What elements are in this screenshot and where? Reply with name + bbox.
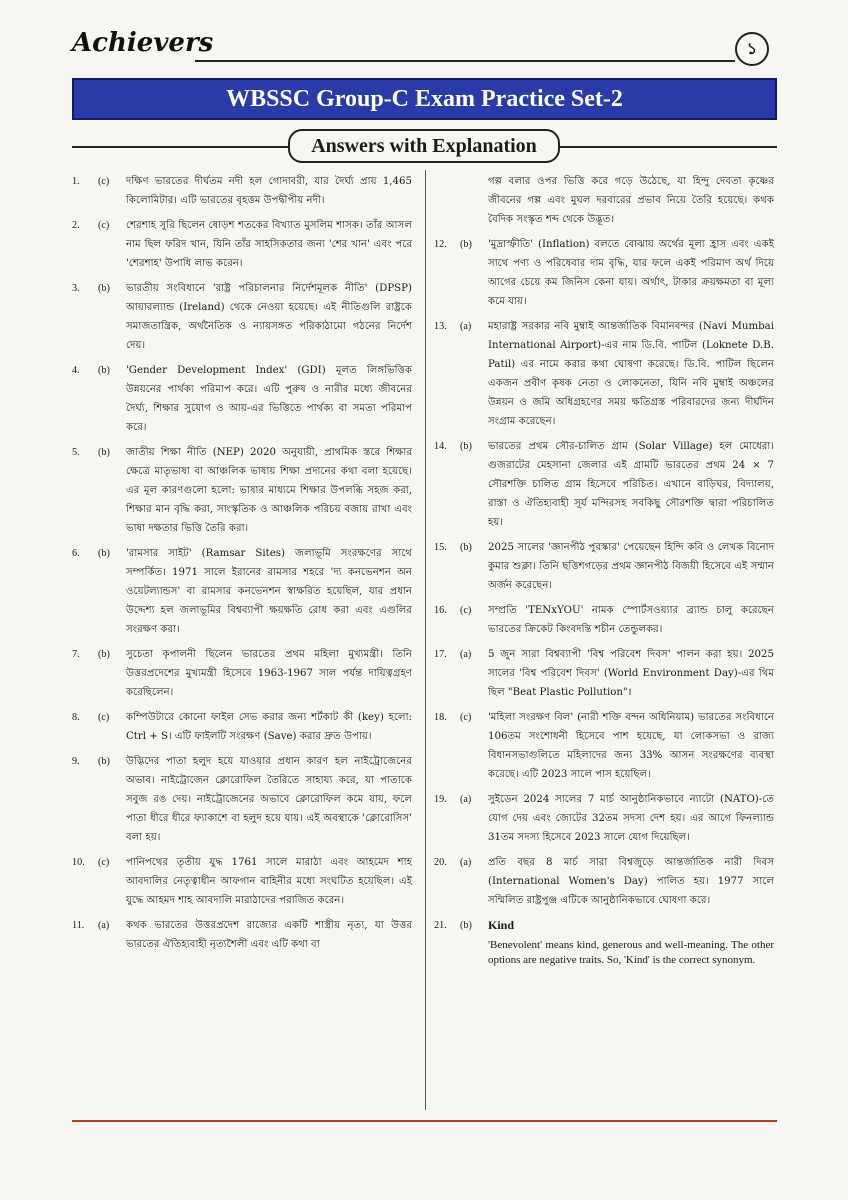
question-number: 9.: [72, 756, 80, 767]
answer-item: [72, 645, 412, 702]
answer-item: [72, 752, 412, 847]
answer-option: (b): [98, 649, 110, 660]
right-column: [434, 172, 774, 974]
footer-rule: [72, 1120, 777, 1122]
question-number: 16.: [434, 605, 447, 616]
question-number: 5.: [72, 447, 80, 458]
english-explanation: 'Benevolent' means kind, generous and well-meaning. The other options are negative traits. So, 'Kind' is the correct synonym.: [488, 939, 774, 966]
answer-option: (b): [98, 365, 110, 376]
explanation-text: দক্ষিণ ভারতের দীর্ঘতম নদী হল গোদাবরী, যার দৈর্ঘ্য প্রায় 1,465 কিলোমিটার। এটি ভারতের বৃহত্তম উপদ্বীপীয় নদী।: [126, 176, 412, 206]
question-number: 7.: [72, 649, 80, 660]
question-number: 19.: [434, 794, 447, 805]
page-title: WBSSC Group-C Exam Practice Set-2: [72, 78, 777, 120]
answer-option: (b): [460, 920, 472, 931]
question-number: 14.: [434, 441, 447, 452]
explanation-text: সুচেতা কৃপালনী ছিলেন ভারতের প্রথম মহিলা মুখ্যমন্ত্রী। তিনি উত্তরপ্রদেশের মুখ্যমন্ত্রী হিসেবে 1963-1967 সাল পর্যন্ত দায়িত্বগ্রহণ করেছিলেন।: [126, 649, 412, 698]
answer-item: [434, 235, 774, 311]
answer-item: [434, 708, 774, 784]
answer-option: (c): [460, 605, 472, 616]
answer-option: (a): [460, 857, 472, 868]
explanation-text: সম্প্রতি 'TENxYOU' নামক স্পোর্টসওয়্যার ব্র্যান্ড চালু করেছেন ভারতের ক্রিকেট কিংবদন্তি শচীন তেন্ডুলকর।: [488, 605, 774, 635]
answer-item: [434, 437, 774, 532]
explanation-text: [488, 916, 774, 968]
answer-item: [434, 916, 774, 968]
explanation-text: মহারাষ্ট্র সরকার নবি মুম্বাই আন্তর্জাতিক বিমানবন্দর (Navi Mumbai International Airport)-এর নাম ডি.বি. পাটিল (Loknete D.B. Patil) এর নামে করার কথা ঘোষণা করেছে। ডি.বি. পাটিল ছিলেন একজন প্রবীণ কৃষক নেতা ও লোকনেতা, যিনি নবি মুম্বাই অঞ্চলের উন্নয়ন ও জমি অধিগ্রহণের সময় ক্ষতিগ্রস্ত পরিবারদের জন্য দীর্ঘদিন সংগ্রাম করেছেন।: [488, 321, 774, 427]
answer-option: (b): [460, 239, 472, 250]
explanation-text: 'রামসার সাইট' (Ramsar Sites) জলাভূমি সংরক্ষণের সাথে সম্পর্কিত। 1971 সালে ইরানের রামসার শহরে 'দ্য কনভেনশন অন ওয়েটল্যান্ডস' বা রামসার কনভেনশন স্বাক্ষরিত হয়েছিল, যার প্রধান উদ্দেশ্য হল জলাভূমির বিশ্বব্যাপী ক্ষয়ক্ষতি রোধ করা এবং এগুলির সংরক্ষণ করা।: [126, 548, 412, 635]
left-column: [72, 172, 412, 960]
section-subtitle: Answers with Explanation: [288, 129, 560, 163]
answer-option: (b): [460, 542, 472, 553]
answer-option: (b): [98, 283, 110, 294]
explanation-text: শেরশাহ সুরি ছিলেন ষোড়শ শতকের বিখ্যাত মুসলিম শাসক। তাঁর আসল নাম ছিল ফরিদ খান, যিনি তাঁর সাহসিকতার জন্য 'শের খান' এবং পরে 'শেরশাহ' উপাধি লাভ করেন।: [126, 220, 412, 269]
question-number: 6.: [72, 548, 80, 559]
question-number: 13.: [434, 321, 447, 332]
answer-option: (a): [460, 794, 472, 805]
explanation-text: ভারতীয় সংবিধানে 'রাষ্ট্র পরিচালনার নির্দেশমূলক নীতি' (DPSP) আয়ারল্যান্ড (Ireland) থেকে নেওয়া হয়েছে। এই নীতিগুলি রাষ্ট্রকে সমাজতান্ত্রিক, অর্থনৈতিক ও ন্যায়সঙ্গত পরিকাঠামো গঠনের নির্দেশ দেয়।: [126, 283, 412, 351]
question-number: 11.: [72, 920, 85, 931]
answer-item: [72, 916, 412, 954]
explanation-text: জাতীয় শিক্ষা নীতি (NEP) 2020 অনুযায়ী, প্রাথমিক স্তরে শিক্ষার ক্ষেত্রে মাতৃভাষা বা আঞ্চলিক ভাষায় শিক্ষা প্রদানের কথা বলা হয়েছে। এর মূল কারণগুলো হলো: ভাষার মাধ্যমে শিক্ষার উপলব্ধি সহজ করা, শিক্ষার মান বৃদ্ধি করা, সাংস্কৃতিক ও আঞ্চলিক পরিচয় বজায় রাখা এবং ভাষা দক্ষতার ভিত্তি তৈরি করা।: [126, 447, 412, 534]
page-number: ১: [735, 32, 769, 66]
question-number: 2.: [72, 220, 80, 231]
answer-option: (c): [98, 220, 110, 231]
explanation-text: 5 জুন সারা বিশ্বব্যাপী 'বিশ্ব পরিবেশ দিবস' পালন করা হয়। 2025 সালের 'বিশ্ব পরিবেশ দিবস' (World Environment Day)-এর থিম ছিল "Beat Plastic Pollution"।: [488, 649, 774, 698]
answer-option: (b): [460, 441, 472, 452]
question-number: 15.: [434, 542, 447, 553]
answer-item: [72, 172, 412, 210]
explanation-text: প্রতি বছর 8 মার্চ সারা বিশ্বজুড়ে আন্তর্জাতিক নারী দিবস (International Women's Day) পালিত হয়। 1977 সালে সম্মিলিত রাষ্ট্রপুঞ্জ এটিকে আনুষ্ঠানিকভাবে ঘোষণা করে।: [488, 857, 774, 906]
answer-option: (c): [98, 857, 110, 868]
explanation-text: কথক ভারতের উত্তরপ্রদেশ রাজ্যের একটি শাস্ত্রীয় নৃত্য, যা উত্তর ভারতের ঐতিহ্যবাহী নৃত্যশৈলী এবং এটি কথা বা: [126, 920, 412, 950]
answer-option: (a): [460, 321, 472, 332]
explanation-text: ভারতের প্রথম সৌর-চালিত গ্রাম (Solar Village) হল মোধেরা। গুজরাটের মেহসানা জেলার এই গ্রামটি ভারতের প্রথম 24 × 7 সৌরশক্তি চালিত গ্রাম হিসেবে পরিচিত। এখানে বাড়িঘর, বিদ্যালয়, রাস্তা ও ঐতিহ্যবাহী সূর্য মন্দিরসহ সবকিছু সৌরশক্তি দ্বারা পরিচালিত হয়।: [488, 441, 774, 528]
answer-item: [434, 853, 774, 910]
explanation-text: উদ্ভিদের পাতা হলুদ হয়ে যাওয়ার প্রধান কারণ হল নাইট্রোজেনের অভাব। নাইট্রোজেন ক্লোরোফিল তৈরিতে সাহায্য করে, যা পাতাকে সবুজ রঙ দেয়। নাইট্রোজেনের অভাবে ক্লোরোফিল কমে যায়, ফলে পাতা ধীরে ধীরে ফ্যাকাশে বা হলুদ হয়ে যায়। এই অবস্থাকে 'ক্লোরোসিস' বলা হয়।: [126, 756, 412, 843]
answer-option: (b): [98, 447, 110, 458]
answer-item: [72, 361, 412, 437]
explanation-text: 2025 সালের 'জ্ঞানপীঠ পুরস্কার' পেয়েছেন হিন্দি কবি ও লেখক বিনোদ কুমার শুক্লা। তিনি ছত্তিশগড়ের প্রথম জ্ঞানপীঠ বিজয়ী হিসেবে এই সম্মান অর্জন করেছেন।: [488, 542, 774, 591]
answer-option: (b): [98, 548, 110, 559]
header-rule: [195, 60, 735, 62]
answer-option: (a): [98, 920, 110, 931]
answer-option: (a): [460, 649, 472, 660]
question-number: 8.: [72, 712, 80, 723]
explanation-text: 'মহিলা সংরক্ষণ বিল' (নারী শক্তি বন্দন অধিনিয়াম) ভারতের সংবিধানে 106তম সংশোধনী হিসেবে পাশ হয়েছে, যা লোকসভা ও রাজ্য বিধানসভাগুলিতে মহিলাদের জন্য 33% আসন সংরক্ষণের ব্যবস্থা করেছে। এটি 2023 সালে পাস হয়েছিল।: [488, 712, 774, 780]
answer-word: Kind: [488, 918, 515, 932]
explanation-text: কম্পিউটারে কোনো ফাইল সেভ করার জন্য শর্টকাট কী (key) হলো: Ctrl + S। এটি ফাইলটি সংরক্ষণ (Save) করার দ্রুত উপায়।: [126, 712, 412, 742]
answer-item: [72, 443, 412, 538]
answer-item: [72, 853, 412, 910]
question-number: 10.: [72, 857, 85, 868]
answer-item: [434, 538, 774, 595]
continued-explanation: গল্প বলার ওপর ভিত্তি করে গড়ে উঠেছে, যা হিন্দু দেবতা কৃষ্ণের জীবনের গল্প এবং মুঘল দরবারের প্রভাব নিয়ে তৈরি হয়েছে। কথক বৈদিক সংস্কৃত শব্দ থেকে উদ্ভূত।: [488, 176, 774, 225]
question-number: 3.: [72, 283, 80, 294]
answer-item: [434, 645, 774, 702]
explanation-text: 'মুদ্রাস্ফীতি' (Inflation) বলতে বোঝায় অর্থের মূল্য হ্রাস এবং একই সাথে পণ্য ও পরিষেবার দাম বৃদ্ধি, যার ফলে একই পরিমাণ অর্থ দিয়ে আগের চেয়ে কম জিনিস কেনা যায়। অর্থাৎ, টাকার ক্রয়ক্ষমতা বা মূল্য কমে যায়।: [488, 239, 774, 307]
explanation-text: সুইডেন 2024 সালের 7 মার্চ আনুষ্ঠানিকভাবে ন্যাটো (NATO)-তে যোগ দেয় এবং জোটের 32তম সদস্য দেশ হয়। এর আগে ফিনল্যান্ড 31তম সদস্য হিসেবে 2023 সালে যোগ দিয়েছিল।: [488, 794, 774, 843]
answer-item: [434, 601, 774, 639]
question-number: 4.: [72, 365, 80, 376]
answer-option: (c): [98, 176, 110, 187]
answer-item: [434, 317, 774, 431]
question-number: 20.: [434, 857, 447, 868]
answer-option: (c): [460, 712, 472, 723]
brand-logo: Achievers: [72, 28, 214, 58]
question-number: 17.: [434, 649, 447, 660]
answer-item: [72, 216, 412, 273]
column-divider: [425, 170, 426, 1110]
answer-option: (c): [98, 712, 110, 723]
question-number: 18.: [434, 712, 447, 723]
question-number: 21.: [434, 920, 447, 931]
answer-item: [72, 279, 412, 355]
answer-option: (b): [98, 756, 110, 767]
answer-item: [72, 544, 412, 639]
question-number: 12.: [434, 239, 447, 250]
question-number: 1.: [72, 176, 80, 187]
answer-item: [434, 790, 774, 847]
explanation-text: 'Gender Development Index' (GDI) মূলত লিঙ্গভিত্তিক উন্নয়নের পার্থক্য পরিমাপ করে। এটি পুরুষ ও নারীর মধ্যে জীবনের দৈর্ঘ্য, শিক্ষার সুযোগ ও আয়-এর ভিত্তিতে পার্থক্য বা সমতা পরিমাপ করে।: [126, 365, 412, 433]
explanation-text: পানিপথের তৃতীয় যুদ্ধ 1761 সালে মারাঠা এবং আহমেদ শাহ আবদালির নেতৃত্বাধীন আফগান বাহিনীর মধ্যে সংঘটিত হয়েছিল। এই যুদ্ধে আহমদ শাহ আবদালি মারাঠাদের পরাজিত করেন।: [126, 857, 412, 906]
answer-item: [72, 708, 412, 746]
